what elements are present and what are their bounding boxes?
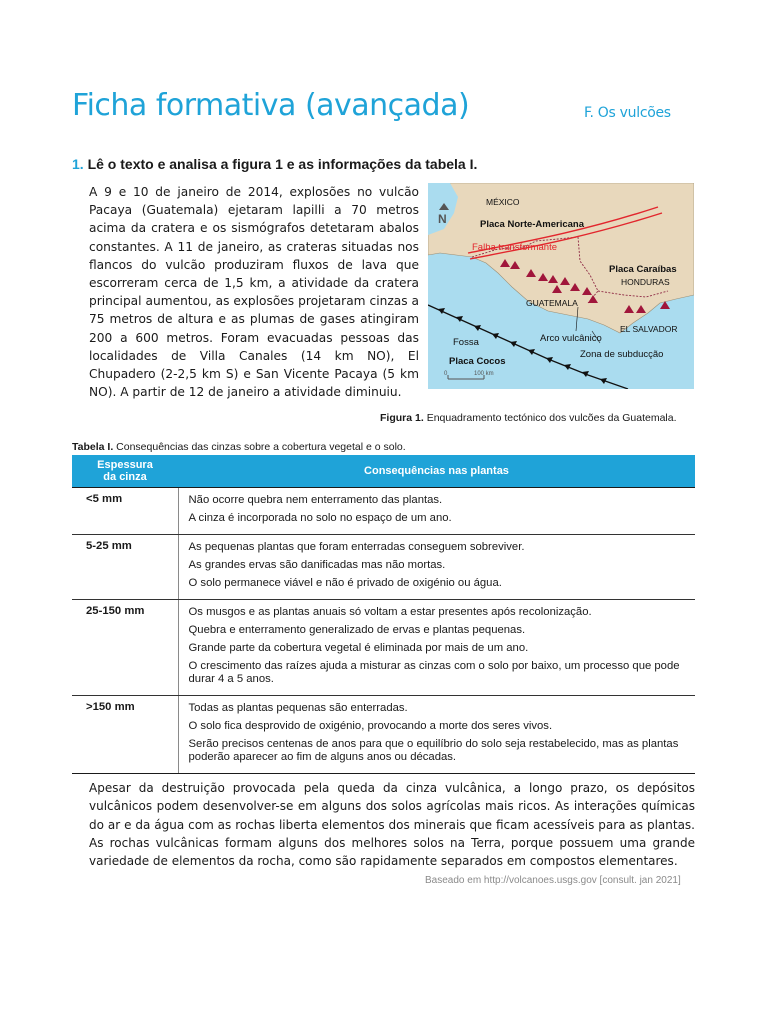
consequence-item: As pequenas plantas que foram enterradas conseguem sobreviver. (188, 541, 525, 553)
ash-consequences-table (72, 455, 695, 774)
label-subduction-zone: Zona de subducção (580, 349, 664, 360)
question-text: Lê o texto e analisa a figura 1 e as informações da tabela I. (87, 156, 478, 172)
table-caption (72, 441, 406, 453)
scale-distance: 100 km (474, 371, 494, 377)
thickness-cell: 5-25 mm (72, 535, 178, 600)
label-honduras: HONDURAS (621, 277, 670, 287)
consequences-cell (178, 696, 695, 774)
thickness-cell: >150 mm (72, 696, 178, 774)
label-mexico: MÉXICO (486, 197, 520, 207)
consequence-item: O solo permanece viável e não é privado de oxigénio ou água. (188, 577, 502, 589)
north-label: N (438, 212, 447, 226)
table-row (72, 488, 695, 535)
consequence-item: A cinza é incorporada no solo no espaço de um ano. (188, 512, 452, 524)
table-row (72, 696, 695, 774)
tectonic-map (428, 183, 694, 389)
table-row (72, 600, 695, 696)
label-transform-fault: Falha transformante (472, 242, 558, 253)
label-north-american-plate: Placa Norte-Americana (480, 219, 585, 230)
land-mass (428, 183, 694, 333)
consequence-item: Todas as plantas pequenas são enterradas. (188, 702, 408, 714)
table-caption-text: Consequências das cinzas sobre a cobertura vegetal e o solo. (116, 441, 406, 453)
consequence-item: Serão precisos centenas de anos para que o equilíbrio do solo seja restabelecido, mas as plantas poderão aparecer ao fim de alguns anos ou décadas. (188, 738, 679, 763)
label-trench: Fossa (453, 337, 479, 348)
label-el-salvador: EL SALVADOR (620, 324, 678, 334)
outro-paragraph: Apesar da destruição provocada pela queda da cinza vulcânica, a longo prazo, os depósitos vulcânicos podem desenvolver-se em alguns dos solos agrícolas mais ricos. As interações químicas do ar e da água com as rochas liberta elementos dos minerais que ficam acessíveis para as plantas. As rochas vulcânicas formam alguns dos melhores solos na Terra, porque possuem uma grande variedade de elementos da rocha, como são rapidamente separados em compostos elementares. (89, 781, 695, 869)
thickness-cell: <5 mm (72, 488, 178, 535)
section-label: F. Os vulcões (584, 105, 671, 121)
intro-paragraph: A 9 e 10 de janeiro de 2014, explosões no vulcão Pacaya (Guatemala) ejetaram lapilli a 70 metros acima da cratera e os sismógrafos detetaram abalos constantes. A 11 de janeiro, as crateras situadas nos flancos do vulcão produziram fluxos de lava que escorreram cerca de 1,5 km, a atividade da cratera principal aumentou, as explosões projetaram cinzas a 75 metros de altura e as plumas de gases atingiram 200 a 600 metros. Foram evacuadas pessoas das localidades de Villa Canales (14 km NO), El Chupadero (2-2,5 km S) e San Vicente Pacaya (5 km NO). A partir de 12 de janeiro a atividade diminuiu. (89, 185, 419, 400)
consequence-item: O crescimento das raízes ajuda a misturar as cinzas com o solo por baixo, um processo que pode durar 4 a 5 anos. (188, 660, 680, 685)
table-row (72, 535, 695, 600)
question-heading (72, 156, 477, 172)
consequence-item: O solo fica desprovido de oxigénio, provocando a morte dos seres vivos. (188, 720, 553, 732)
header-consequences: Consequências nas plantas (178, 455, 695, 488)
consequences-cell (178, 600, 695, 696)
figure-caption-text: Enquadramento tectónico dos vulcões da Guatemala. (426, 412, 677, 424)
label-volcanic-arc: Arco vulcânico (540, 333, 602, 344)
page-title: Ficha formativa (avançada) (72, 88, 470, 123)
consequence-item: Não ocorre quebra nem enterramento das plantas. (188, 494, 443, 506)
figure-caption-label: Figura 1. (380, 412, 424, 424)
thickness-cell: 25-150 mm (72, 600, 178, 696)
label-cocos-plate: Placa Cocos (449, 356, 506, 367)
table-caption-label: Tabela I. (72, 441, 114, 453)
consequences-cell (178, 488, 695, 535)
figure-caption (380, 412, 677, 424)
consequence-item: Grande parte da cobertura vegetal é eliminada por mais de um ano. (188, 642, 529, 654)
question-number: 1. (72, 156, 84, 172)
label-guatemala: GUATEMALA (526, 298, 578, 308)
label-caribbean-plate: Placa Caraíbas (609, 264, 677, 275)
consequence-item: Quebra e enterramento generalizado de ervas e plantas pequenas. (188, 624, 526, 636)
header-thickness: Espessura da cinza (72, 455, 178, 488)
consequences-cell (178, 535, 695, 600)
consequence-item: As grandes ervas são danificadas mas não mortas. (188, 559, 446, 571)
scale-zero: 0 (444, 371, 448, 377)
consequence-item: Os musgos e as plantas anuais só voltam a estar presentes após recolonização. (188, 606, 592, 618)
source-citation: Baseado em http://volcanoes.usgs.gov [consult. jan 2021] (425, 875, 681, 886)
